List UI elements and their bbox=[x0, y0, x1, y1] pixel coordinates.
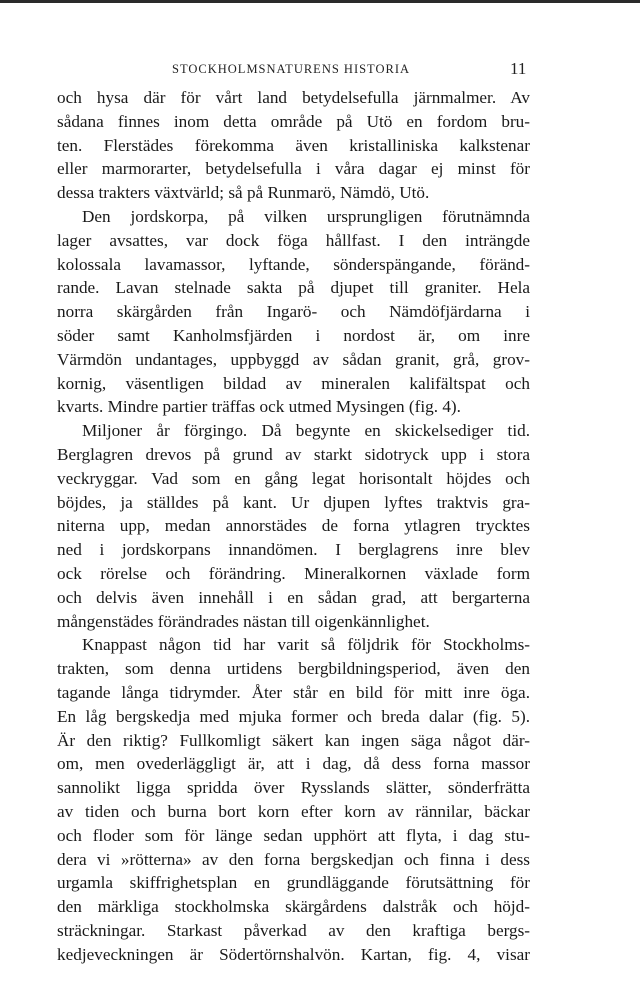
text-line: veckryggar. Vad som en gång legat horisontalt höjdes och bbox=[57, 468, 530, 488]
text-line: kolossala lavamassor, lyftande, sönderspängande, föränd- bbox=[57, 254, 530, 274]
text-line: dessa trakters växtvärld; så på Runmarö, Nämdö, Utö. bbox=[57, 183, 430, 203]
text-line: Är den riktig? Fullkomligt säkert kan ingen säga något där- bbox=[57, 730, 530, 750]
text-line: trakten, som denna urtidens bergbildningsperiod, även den bbox=[57, 659, 530, 679]
text-line: och delvis även innehåll i en sådan grad, att bergarterna bbox=[57, 587, 530, 607]
text-line: eller marmorarter, betydelsefulla i våra dagar ej minst för bbox=[57, 159, 530, 179]
text-line: tagande långa tidrymder. Åter står en bild för mitt inre öga. bbox=[57, 682, 530, 702]
text-line: sådana finnes inom detta område på Utö en fordom bru- bbox=[57, 111, 530, 131]
text-line: lager avsattes, var dock föga hållfast. I den inträngde bbox=[57, 230, 530, 250]
paragraph-first-line: Miljoner år förgingo. Då begynte en skickelsediger tid. bbox=[82, 421, 530, 441]
text-line: norra skärgården från Ingarö- och Nämdöfjärdarna i bbox=[57, 302, 530, 322]
text-line: urgamla skiffrighetsplan en grundläggande förutsättning för bbox=[57, 873, 530, 893]
text-line: En låg bergskedja med mjuka former och breda dalar (fig. 5). bbox=[57, 706, 530, 726]
top-rule bbox=[0, 0, 640, 3]
text-line: söder samt Kanholmsfjärden i nordost är, om inre bbox=[57, 325, 530, 345]
running-title: STOCKHOLMSNATURENS HISTORIA bbox=[172, 62, 411, 76]
text-line: ock rörelse och förändring. Mineralkornen växlade form bbox=[57, 563, 530, 583]
text-line: böjdes, ja ställdes på kant. Ur djupen lyftes traktvis gra- bbox=[57, 492, 530, 512]
text-line: och hysa där för vårt land betydelsefulla järnmalmer. Av bbox=[57, 88, 530, 107]
text-line: sträckningar. Starkast påverkad av den kraftiga bergs- bbox=[57, 920, 530, 940]
text-line: Berglagren drevos på grund av starkt sidotryck upp i stora bbox=[57, 444, 530, 464]
text-line: ned i jordskorpans innandömen. I berglagrens inre blev bbox=[57, 540, 530, 560]
text-line: Värmdön undantages, uppbyggd av sådan granit, grå, grov- bbox=[57, 349, 530, 369]
text-line: och floder som för länge sedan upphört att flyta, i dag stu- bbox=[57, 825, 530, 845]
text-line: mångenstädes förändrades nästan till oigenkännlighet. bbox=[57, 611, 430, 631]
text-line: av tiden och burna bort korn efter korn av rännilar, bäckar bbox=[57, 801, 530, 821]
page-number: 11 bbox=[510, 59, 527, 78]
running-header bbox=[0, 59, 640, 82]
text-line: dera vi »rötterna» av den forna bergskedjan och finna i dess bbox=[57, 849, 530, 869]
paragraph-first-line: Den jordskorpa, på vilken ursprungligen förutnämnda bbox=[82, 206, 530, 226]
text-line: kedjeveckningen är Södertörnshalvön. Kartan, fig. 4, visar bbox=[57, 944, 530, 964]
text-line: kvarts. Mindre partier träffas ock utmed Mysingen (fig. 4). bbox=[57, 397, 461, 417]
text-line: kornig, väsentligen bildad av mineralen kalifältspat och bbox=[57, 373, 530, 393]
text-line: rande. Lavan stelnade sakta på djupet till graniter. Hela bbox=[57, 278, 530, 298]
text-line: sannolikt ligga spridda över Rysslands slätter, sönderfrätta bbox=[57, 778, 530, 798]
text-line: den märkliga stockholmska skärgårdens dalstråk och höjd- bbox=[57, 897, 530, 917]
text-line: om, men ovederläggligt är, att i dag, då dess forna massor bbox=[57, 754, 530, 774]
text-line: niterna upp, medan annorstädes de forna ytlagren trycktes bbox=[57, 516, 530, 536]
paragraph-first-line: Knappast någon tid har varit så följdrik för Stockholms- bbox=[82, 635, 530, 655]
text-line: ten. Flerstädes förekomma även kristalliniska kalkstenar bbox=[57, 135, 530, 155]
body-text bbox=[57, 86, 530, 966]
